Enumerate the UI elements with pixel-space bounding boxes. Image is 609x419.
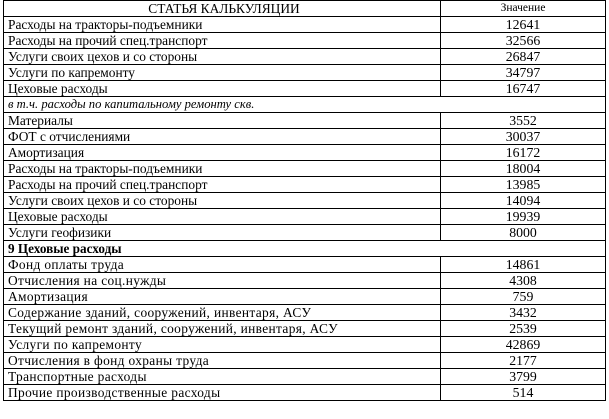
row-label: Амортизация bbox=[4, 145, 441, 161]
row-value: 16172 bbox=[441, 145, 606, 161]
table-row bbox=[4, 369, 606, 385]
table-row bbox=[4, 305, 606, 321]
table-row bbox=[4, 385, 606, 401]
row-value: 32566 bbox=[441, 33, 606, 49]
row-value: 34797 bbox=[441, 65, 606, 81]
row-label: Расходы на тракторы-подъемники bbox=[4, 17, 441, 33]
row-label: Цеховые расходы bbox=[4, 209, 441, 225]
row-value: 3799 bbox=[441, 369, 606, 385]
row-label: Отчисления на соц.нужды bbox=[4, 273, 441, 289]
table-row bbox=[4, 129, 606, 145]
empty-value-cell bbox=[441, 241, 606, 257]
row-value: 19939 bbox=[441, 209, 606, 225]
row-label: ФОТ с отчислениями bbox=[4, 129, 441, 145]
row-value: 14861 bbox=[441, 257, 606, 273]
row-value: 2539 bbox=[441, 321, 606, 337]
row-label: Текущий ремонт зданий, сооружений, инвентаря, АСУ bbox=[4, 321, 441, 337]
row-label: Расходы на прочий спец.транспорт bbox=[4, 177, 441, 193]
row-label: Отчисления в фонд охраны труда bbox=[4, 353, 441, 369]
section-heading-row bbox=[4, 241, 606, 257]
row-value: 12641 bbox=[441, 17, 606, 33]
table-header-row bbox=[4, 1, 606, 17]
row-label: Прочие производственные расходы bbox=[4, 385, 441, 401]
row-value: 2177 bbox=[441, 353, 606, 369]
table-row bbox=[4, 273, 606, 289]
row-value: 30037 bbox=[441, 129, 606, 145]
table-row bbox=[4, 49, 606, 65]
table-row bbox=[4, 193, 606, 209]
table-row bbox=[4, 113, 606, 129]
row-value: 13985 bbox=[441, 177, 606, 193]
row-label: Амортизация bbox=[4, 289, 441, 305]
row-value: 3432 bbox=[441, 305, 606, 321]
row-label: Цеховые расходы bbox=[4, 81, 441, 97]
empty-value-cell bbox=[441, 97, 606, 113]
table-row bbox=[4, 33, 606, 49]
table-row bbox=[4, 289, 606, 305]
table-row bbox=[4, 209, 606, 225]
row-label: Услуги по капремонту bbox=[4, 65, 441, 81]
row-value: 514 bbox=[441, 385, 606, 401]
row-value: 18004 bbox=[441, 161, 606, 177]
row-label: Услуги геофизики bbox=[4, 225, 441, 241]
table-row bbox=[4, 145, 606, 161]
row-value: 42869 bbox=[441, 337, 606, 353]
calculation-table bbox=[3, 0, 606, 401]
row-value: 759 bbox=[441, 289, 606, 305]
row-label: Услуги своих цехов и со стороны bbox=[4, 193, 441, 209]
table-row bbox=[4, 177, 606, 193]
row-value: 26847 bbox=[441, 49, 606, 65]
row-label: Расходы на тракторы-подъемники bbox=[4, 161, 441, 177]
section-heading: 9 Цеховые расходы bbox=[4, 241, 441, 257]
table-row bbox=[4, 161, 606, 177]
table-row bbox=[4, 337, 606, 353]
row-label: Содержание зданий, сооружений, инвентаря, АСУ bbox=[4, 305, 441, 321]
table-row bbox=[4, 17, 606, 33]
row-label: Фонд оплаты труда bbox=[4, 257, 441, 273]
table-row bbox=[4, 225, 606, 241]
row-label: Расходы на прочий спец.транспорт bbox=[4, 33, 441, 49]
row-label: Материалы bbox=[4, 113, 441, 129]
row-value: 8000 bbox=[441, 225, 606, 241]
table-row bbox=[4, 257, 606, 273]
table-row bbox=[4, 321, 606, 337]
row-value: 14094 bbox=[441, 193, 606, 209]
table-row bbox=[4, 65, 606, 81]
row-value: 16747 bbox=[441, 81, 606, 97]
table-row bbox=[4, 81, 606, 97]
row-label: Услуги по капремонту bbox=[4, 337, 441, 353]
value-column-header: Значение bbox=[441, 1, 606, 17]
row-value: 4308 bbox=[441, 273, 606, 289]
table-row bbox=[4, 353, 606, 369]
item-column-header: СТАТЬЯ КАЛЬКУЛЯЦИИ bbox=[4, 1, 441, 17]
row-value: 3552 bbox=[441, 113, 606, 129]
row-label: Транспортные расходы bbox=[4, 369, 441, 385]
subheading-note: в т.ч. расходы по капитальному ремонту скв. bbox=[4, 97, 441, 113]
subheading-row bbox=[4, 97, 606, 113]
row-label: Услуги своих цехов и со стороны bbox=[4, 49, 441, 65]
